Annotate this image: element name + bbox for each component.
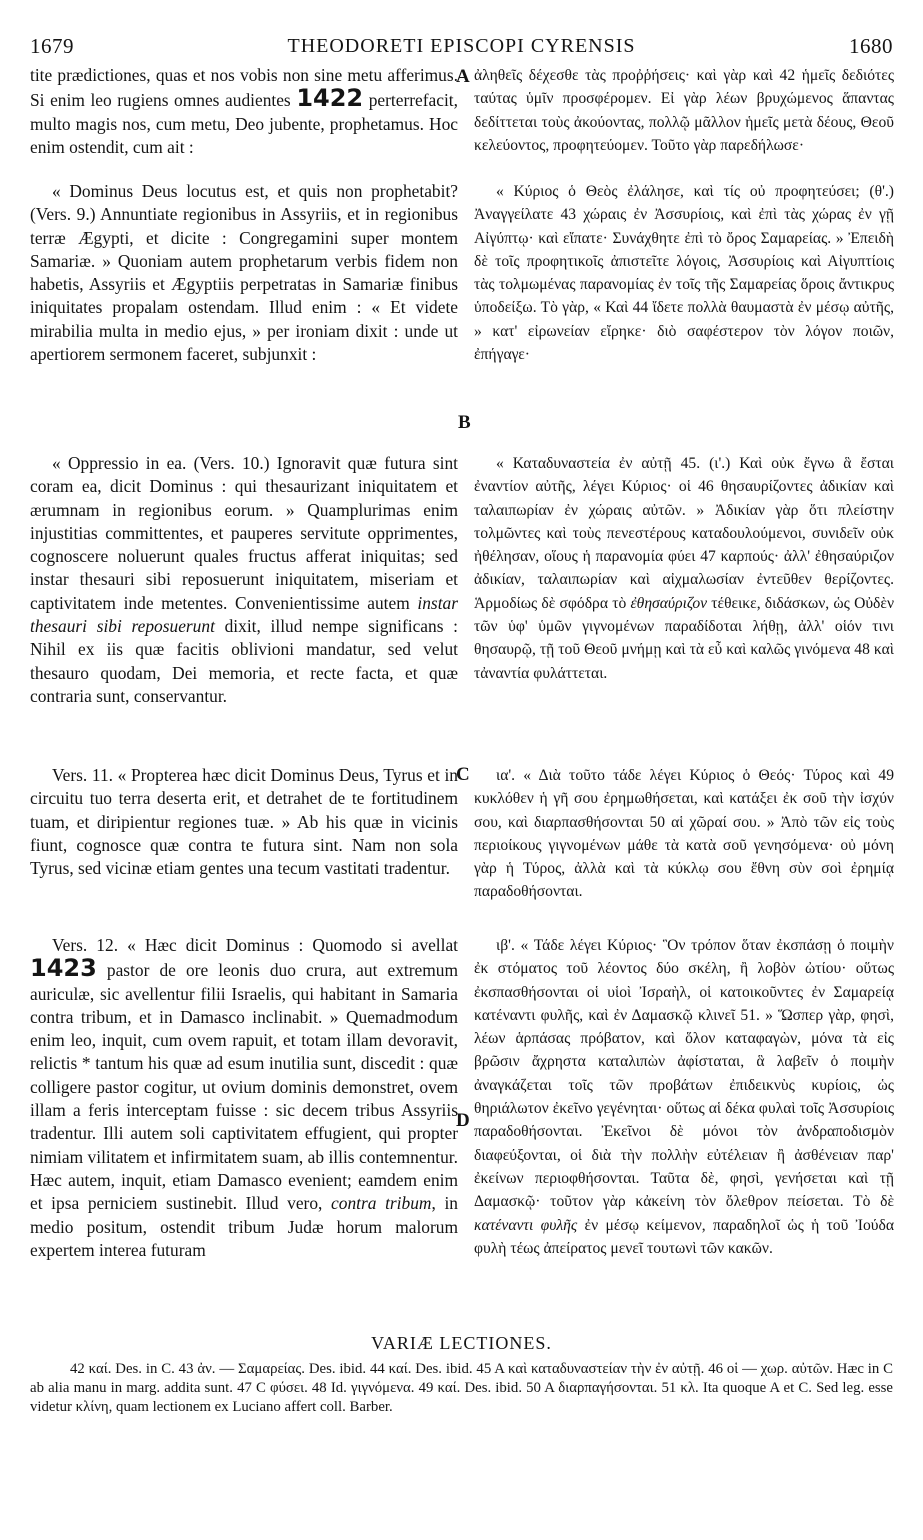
- greek-text: ιβ'. « Τάδε λέγει Κύριος· Ὃν τρόπον ὅταν ἐκσπάσῃ ὁ ποιμὴν ἐκ στόματος τοῦ λέοντος δύο σκέλη, ἢ λοβὸν ὠτίου· οὕτως ἐκσπασθήσονται οἱ υἱοὶ Ἰσραὴλ, οἱ κατοικοῦντες ἐν Σαμαρείᾳ κατέναντι φυλῆς, καὶ ἐν Δαμασκῷ κλινεῖ 51. » Ὥσπερ γὰρ, φησὶ, λέων ἁρπάσας πρόβατον, καὶ ὅλον καταφαγὼν, μόνα τὰ εἰς βρῶσιν ἄχρηστα καταλιπὼν ἀφίσταται, ἃ λαβεῖν ὁ ποιμὴν ἀναγκάζεται τοῖς τῶν προβάτων ἐπιδεικνὺς κυρίοις, ὡς θηριάλωτον ἐκεῖνο γεγένηται· οὕτως αἱ δέκα φυλαὶ τοῖς Ἀσσυρίοις παραδοθήσονται. Ἐκεῖνοι δὲ μόνοι τὸν ἀνδραποδισμὸν διαφεύξονται, οἱ διὰ τὴν πολλὴν εὐτέλειαν ἢ ἀσθένειαν παρ' ἐκείνων περιοφθήσονται. Ταῦτα δὲ, φησὶ, γενήσεται καὶ τῇ Δαμασκῷ· τοῦτον γὰρ κἀκείνη τὸν ὄλεθρον πείσεται. Τὸ δὲ: [474, 937, 894, 1211]
- latin-paragraph-3: [30, 452, 458, 708]
- latin-paragraph-5: [30, 934, 458, 1262]
- greek-text: ια'. « Διὰ τοῦτο τάδε λέγει Κύριος ὁ Θεός· Τύρος καὶ 49 κυκλόθεν ἡ γῆ σου ἐρημωθήσεται, καὶ κατάξει ἐκ σοῦ τὴν ἰσχύν σου, καὶ διαρπασθήσονται 50 αἱ χῶραί σου. » Ἀπὸ τῶν εἰς τοὺς περιοίκους γιγνομένων μάθε τὰ κατὰ σοῦ γενησόμενα· οὐ μόνη γὰρ ἡ Τύρος, ἀλλὰ καὶ τὰ κύκλῳ σου ἔθνη σὺν σοὶ ἐρημίᾳ παραδοθήσονται.: [474, 767, 894, 901]
- greek-column: [474, 64, 894, 1324]
- latin-text: dixit, illud nempe significans : Nihil ex iis quæ facitis oblivioni mandatur, sed velut thesauro quodam, Dei memoria, et recte facta, et quæ contraria sunt, conservantur.: [30, 616, 459, 706]
- margin-letter-b: B: [458, 412, 471, 433]
- margin-letter-a: A: [456, 66, 470, 87]
- latin-text: Vers. 12. « Hæc dicit Dominus : Quomodo si avellat: [52, 935, 458, 955]
- page-number-right: 1680: [849, 34, 893, 58]
- greek-paragraph-3: [474, 452, 894, 685]
- latin-paragraph-1: [30, 64, 458, 159]
- latin-text: tite prædictiones, quas et nos vobis non sine metu afferimus. Si enim leo rugiens omnes audientes: [30, 65, 458, 111]
- variant-readings-text: 42 καί. Des. in C. 43 ἀν. — Σαμαρείας. Des. ibid. 44 καί. Des. ibid. 45 A καὶ καταδυναστείαν τὴν ἐν αὐτῇ. 46 οἱ — χωρ. αὐτῶν. Hæc in C ab alia manu in marg. addita sunt. 47 C φύσει. 48 Id. γιγνόμενα. 49 καί. Des. ibid. 50 A διαρπαγήσονται. 51 κλ. Ita quoque A et C. Sed leg. esse videtur κλίνη, quam lectionem ex Luciano affert coll. Barber.: [30, 1361, 893, 1415]
- greek-paragraph-1: [474, 64, 894, 157]
- latin-paragraph-4: [30, 764, 458, 880]
- page-header: [30, 34, 893, 60]
- latin-text: Vers. 11. « Propterea hæc dicit Dominus Deus, Tyrus et in circuitu tuo terra deserta erit, et detrahet de te fortitudinem tuam, et diripientur regiones tuæ. » Ab his quæ in vicinis fiunt, cognosce quæ contra te futura sint. Nam non sola Tyrus, sed vicinæ etiam gentes una tecum vastitati tradentur.: [30, 765, 458, 879]
- greek-italic-text: κατέναντι φυλῆς: [474, 1216, 578, 1234]
- page-number-left: 1679: [30, 34, 74, 58]
- latin-italic-text: contra tribum: [331, 1193, 432, 1214]
- margin-letter-c: C: [456, 764, 470, 785]
- greek-text: τέθεικε, διδάσκων, ὡς Οὐδὲν τῶν ὑφ' ὑμῶν γιγνομένων παραδίδοται λήθῃ, ἀλλ' οἱόν τινι θησαυρῷ, τῇ τοῦ Θεοῦ μνήμῃ καὶ τὰ εὖ καὶ καλῶς γινόμενα 48 καὶ τἀναντία φυλάττεται.: [474, 594, 894, 682]
- margin-letter-d: D: [456, 1110, 470, 1131]
- column-number-1422: 1422: [296, 84, 364, 113]
- greek-paragraph-4: [474, 764, 894, 904]
- latin-paragraph-2: [30, 180, 458, 366]
- greek-text: « Καταδυναστεία ἐν αὐτῇ 45. (ι'.) Καὶ οὐκ ἔγνω ἃ ἔσται ἐναντίον αὐτῆς, λέγει Κύριος· οἱ 46 θησαυρίζοντες ἀδικίαν καὶ ταλαιπωρίαν ἐν χώραις αὐτῶν. » Ἀδικίαν γὰρ ὅτι πλείστην τολμῶντες καὶ τοὺς πενεστέρους καταδουλούμενοι, συνιδεῖν οὐκ ἠθέλησαν, οἵους ἡ παρανομία φύει 47 καρπούς· ἀλλ' ἐθησαύριζον ἀδικίαν, ταλαιπωρίαν καὶ αἰχμαλωσίαν ἐντεῦθεν θερίζοντες. Ἁρμοδίως δὲ σφόδρα τὸ: [474, 455, 894, 612]
- latin-text: « Oppressio in ea. (Vers. 10.) Ignoravit quæ futura sint coram ea, dicit Dominus : qui thesaurizant iniquitatem et ærumnam in regionibus eorum. » Quamplurimas enim injustitias committentes, et pauperes servitute opprimentes, cognoscere noluerunt quales fructus afferat iniquitas; sed instar thesauri sibi reposuerunt iniquitatem, miseriam et captivitatem inde metentes. Convenientissime autem: [30, 453, 458, 613]
- greek-paragraph-2: [474, 180, 894, 366]
- latin-text: « Dominus Deus locutus est, et quis non prophetabit? (Vers. 9.) Annuntiate regionibus in Assyriis, et in regionibus terræ Ægypti, et dicite : Congregamini super montem Samariæ. » Quoniam autem prophetarum verbis fidem non habetis, Assyriis et Ægyptiis perpetratas in Samariæ finibus iniquitates propalam ostendam. Illud enim : « Et videte mirabilia multa in medio ejus, » per ironiam dixit : unde ut apertiorem sermonem faceret, subjunxit :: [30, 181, 458, 365]
- greek-paragraph-5: [474, 934, 894, 1260]
- greek-text: ἐν μέσῳ κείμενον, παραδηλοῖ ὡς ἡ τοῦ Ἰούδα φυλὴ τέως ἀπείρατος μενεῖ τουτωνὶ τῶν κακῶν.: [474, 1216, 894, 1257]
- running-title: THEODORETI EPISCOPI CYRENSIS: [287, 35, 636, 57]
- variae-lectiones-heading: VARIÆ LECTIONES.: [371, 1333, 552, 1353]
- latin-text: pastor de ore leonis duo crura, aut extremum auriculæ, sic avellentur filii Israelis, qui habitant in Samaria contra tribum, et in Damasco inclinabit. » Quemadmodum enim leo, inquit, cum ovem rapuit, et totam illam devoravit, relictis * tantum his quæ ad esum inutilia sunt, discedit : quæ colligere pastor cogitur, ut ovium dominis demonstret, ovem illam a feris interceptam fuisse : sic decem tribus Assyriis tradentur. Illi autem soli captivitatem effugient, qui propter nimiam vilitatem et infirmitatem suam, ab illis contemnentur. Hæc autem, inquit, etiam Damasco evenient; eamdem enim et ipsa perniciem sustinebit. Illud vero,: [30, 960, 458, 1214]
- latin-column: [30, 64, 458, 1324]
- column-number-1423: 1423: [30, 954, 97, 983]
- variae-lectiones-notes: [30, 1360, 893, 1417]
- latin-text: perterrefacit, multo magis nos, cum metu, Deo jubente, prophetamus. Hoc enim ostendit, cum ait :: [30, 90, 458, 157]
- latin-text: , in medio positum, ostendit tribum Judæ horum malorum expertem interea futuram: [30, 1193, 458, 1260]
- latin-italic-text: instar thesauri sibi reposuerunt: [30, 592, 458, 637]
- greek-text: ἀληθεῖς δέχεσθε τὰς προῤῥήσεις· καὶ γὰρ καὶ 42 ἡμεῖς δεδιότες ταύτας ὑμῖν προσφέρομεν. Εἰ γὰρ λέων βρυχώμενος ἅπαντας δεδίττεται τοὺς ἀκούοντας, πολλῷ μᾶλλον ἡμεῖς μετὰ δέους, Θεοῦ κελεύοντος, προφητεύομεν. Τοῦτο γὰρ παρεδήλωσε·: [474, 67, 894, 154]
- greek-text: « Κύριος ὁ Θεὸς ἐλάλησε, καὶ τίς οὐ προφητεύσει; (θ'.) Ἀναγγείλατε 43 χώραις ἐν Ἀσσυρίοις, καὶ ἐπὶ τὰς χώρας ἐν γῇ Αἰγύπτῳ· καὶ εἴπατε· Συνάχθητε ἐπὶ τὸ ὄρος Σαμαρείας. » Ἐπειδὴ δὲ τοῖς προφητικοῖς ἀπιστεῖτε λόγοις, Ἀσσυρίοις καὶ Αἰγυπτίοις τὰς τολμωμένας παρανομίας ἐν τοῖς τῆς Σαμαρείας ὅροις ἄντικρυς ὑποδείξω. Τὸ γὰρ, « Καὶ 44 ἴδετε πολλὰ θαυμαστὰ ἐν μέσῳ αὐτῆς, » κατ' εἰρωνείαν εἴρηκε· διὸ σαφέστερον τὸν λόγον ποιῶν, ἐπήγαγε·: [474, 183, 894, 364]
- greek-italic-text: ἐθησαύριζον: [630, 594, 708, 612]
